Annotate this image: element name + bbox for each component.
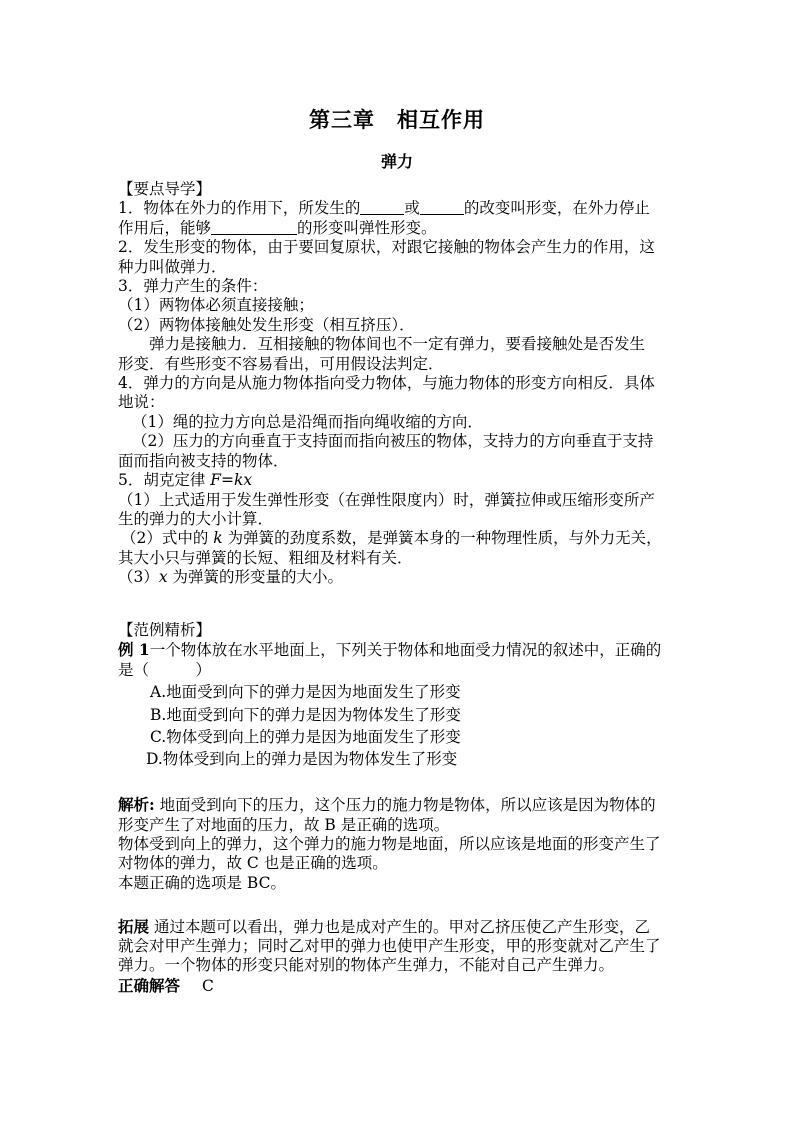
analysis-line-2: 形变产生了对地面的压力，故 B 是正确的选项。	[118, 815, 450, 834]
point-4-item-2-line-1: （2）压力的方向垂直于支持面而指向被压的物体，支持力的方向垂直于支持	[132, 432, 654, 451]
fill-blank	[211, 219, 297, 235]
point-1-line-2: 作用后，能够 的形变叫弹性形变。	[118, 218, 437, 237]
extension-line-3: 弹力。一个物体的形变只能对别的物体产生弹力，不能对自己产生弹力。	[118, 956, 615, 975]
answer-label: 正确解答	[118, 975, 181, 995]
correct-answer	[118, 976, 678, 996]
point-3-item-2: （2）两物体接触处发生形变（相互挤压）．	[118, 315, 415, 334]
point-5-item-2-line-1: （2）式中的 k 为弹簧的劲度系数，是弹簧本身的一种物理性质，与外力无关，	[121, 529, 662, 548]
analysis-line-4: 对物体的弹力，故 C 也是正确的选项。	[118, 854, 388, 873]
chapter-name: 相互作用	[397, 107, 485, 132]
answer-value: C	[202, 976, 214, 995]
analysis-line-1: 解析: 地面受到向下的压力，这个压力的施力物是物体，所以应该是因为物体的	[118, 795, 656, 815]
fill-blank	[360, 199, 404, 215]
point-5-item-1-line-1: （1）上式适用于发生弹性形变（在弹性限度内）时，弹簧拉伸或压缩形变所产	[118, 490, 655, 509]
example-1-line-2: 是（ ）	[118, 660, 212, 679]
option-b: B.地面受到向下的弹力是因为物体发生了形变	[150, 705, 461, 724]
examples-header: 【范例精析】	[118, 620, 212, 639]
point-4-line-2: 地说：	[118, 393, 165, 412]
option-c: C.物体受到向上的弹力是因为地面发生了形变	[150, 727, 461, 746]
extension-line-1: 拓展 通过本题可以看出，弹力也是成对产生的。甲对乙挤压使乙产生形变，乙	[118, 916, 650, 936]
point-5-item-1-line-2: 生的弹力的大小计算．	[118, 509, 274, 528]
point-5: 5．胡克定律 F=kx	[118, 471, 253, 490]
example-label: 例 1	[118, 640, 150, 660]
analysis-label: 解析:	[118, 795, 155, 815]
hooke-formula: F=kx	[210, 471, 253, 490]
option-a: A.地面受到向下的弹力是因为地面发生了形变	[150, 683, 461, 702]
fill-blank	[420, 199, 464, 215]
example-1-line-1: 例 1一个物体放在水平地面上，下列关于物体和地面受力情况的叙述中，正确的	[118, 640, 662, 660]
extension-line-2: 就会对甲产生弹力；同时乙对甲的弹力也使甲产生形变，甲的形变就对乙产生了	[118, 936, 661, 955]
section-title: 弹力	[380, 152, 413, 171]
option-d: D.物体受到向上的弹力是因为物体发生了形变	[146, 750, 458, 769]
point-2-line-2: 种力叫做弹力．	[118, 257, 227, 276]
point-3-note-line-2: 形变．有些形变不容易看出，可用假设法判定．	[118, 354, 444, 373]
point-4-item-2-line-2: 面而指向被支持的物体．	[118, 451, 289, 470]
point-5-item-3: （3）x 为弹簧的形变量的大小。	[118, 568, 344, 587]
key-points-header: 【要点导学】	[118, 180, 212, 198]
analysis-line-3: 物体受到向上的弹力，这个弹力的施力物是地面，所以应该是地面的形变产生了	[118, 834, 661, 853]
point-3-note-line-1: 弹力是接触力．互相接触的物体间也不一定有弹力，要看接触处是否发生	[149, 335, 646, 354]
point-4-line-1: 4．弹力的方向是从施力物体指向受力物体，与施力物体的形变方向相反．具体	[118, 374, 655, 393]
document-body	[118, 180, 678, 996]
extension-label: 拓展	[118, 916, 150, 936]
chapter-number: 第三章	[309, 107, 375, 132]
point-3: 3．弹力产生的条件：	[118, 277, 268, 296]
point-4-item-1: （1）绳的拉力方向总是沿绳而指向绳收缩的方向．	[132, 412, 483, 431]
point-1-line-1: 1．物体在外力的作用下，所发生的 或 的改变叫形变，在外力停止	[118, 199, 650, 218]
analysis-line-5: 本题正确的选项是 BC。	[118, 873, 286, 892]
point-3-item-1: （1）两物体必须直接接触；	[118, 296, 314, 315]
point-2-line-1: 2．发生形变的物体，由于要回复原状，对跟它接触的物体会产生力的作用，这	[118, 238, 655, 257]
chapter-title	[0, 104, 794, 134]
point-5-item-2-line-2: 其大小只与弹簧的长短、粗细及材料有关．	[118, 548, 413, 567]
